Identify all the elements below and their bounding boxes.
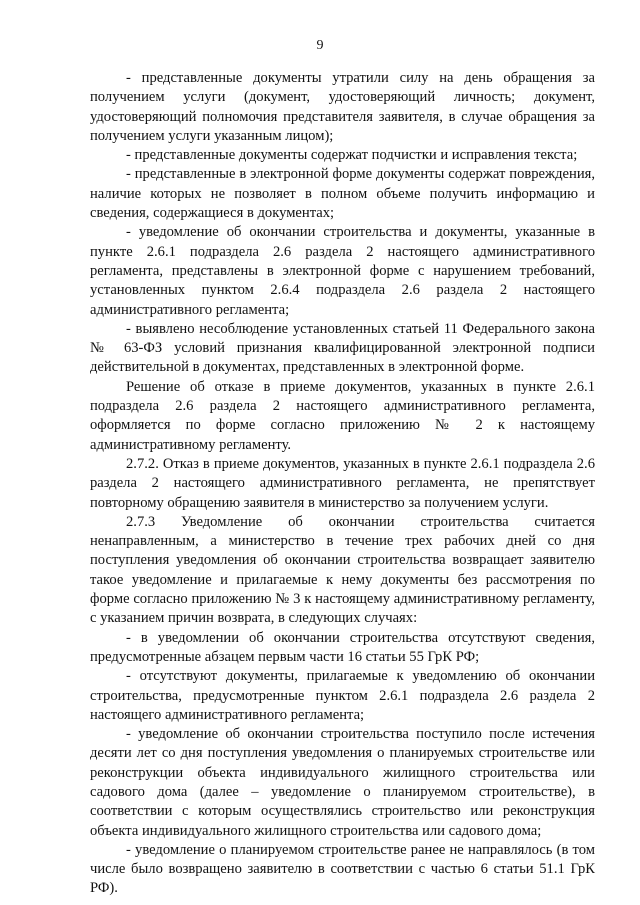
page-number: 9 (316, 38, 324, 53)
paragraph-corrections: - представленные документы содержат подчистки и исправления текста; (126, 147, 578, 164)
paragraph-2-7-2: 2.7.2. Отказ в приеме документов, указанных в пункте 2.6.1 подраздела 2.6 раздела 2 настоящего административного регламента, не препятствует повторному обращению заявителя в министерство за получением услуги. (90, 455, 595, 511)
paragraph-missing-documents: - отсутствуют документы, прилагаемые к уведомлению об окончании строительства, предусмотренные пунктом 2.6.1 подраздела 2.6 раздела 2 настоящего административного регламента; (90, 668, 595, 723)
paragraph-not-sent: - уведомление о планируемом строительстве ранее не направлялось (в том числе было возвращено заявителю в соответствии с частью 6 статьи 51.1 ГрК РФ). (90, 841, 595, 897)
paragraph-expired-documents: - представленные документы утратили силу на день обращения за получением услуги (документ, удостоверяющий личность; документ, удостоверяющий полномочия представителя заявителя, в случае обращения за получением услуги указанным лицом); (90, 70, 595, 144)
paragraph-ten-years: - уведомление об окончании строительства поступило после истечения десяти лет со дня поступления уведомления о планируемых строительстве или реконструкции объекта индивидуального жилищного строительства или садового дома (далее – уведомление о планируемом строительстве), в соответствии с которым осуществлялись строительство или реконструкция объекта индивидуального жилищного строительства или садового дома; (90, 726, 595, 839)
paragraph-missing-info: - в уведомлении об окончании строительства отсутствуют сведения, предусмотренные абзацем первым части 16 статьи 55 ГрК РФ; (90, 629, 595, 665)
document-body (90, 69, 595, 899)
paragraph-signature-invalid: - выявлено несоблюдение установленных статьей 11 Федерального закона № 63-ФЗ условий признания квалифицированной электронной подписи действительной в документах, представленных в электронной форме. (90, 320, 595, 376)
paragraph-2-7-3: 2.7.3 Уведомление об окончании строительства считается ненаправленным, а министерство в течение трех рабочих дней со дня поступления уведомления об окончании строительства возвращает заявителю такое уведомление и прилагаемые к нему документы без рассмотрения по форме согласно приложению № 3 к настоящему административному регламенту, с указанием причин возврата, в следующих случаях: (90, 513, 595, 627)
paragraph-format-violation: - уведомление об окончании строительства и документы, указанные в пункте 2.6.1 подраздела 2.6 раздела 2 настоящего административного регламента, представлены в электронной форме с нарушением требований, установленных пунктом 2.6.4 подраздела 2.6 раздела 2 настоящего административного регламента; (90, 224, 595, 318)
paragraph-damaged-electronic-documents: - представленные в электронной форме документы содержат повреждения, наличие которых не позволяет в полном объеме получить информацию и сведения, содержащиеся в документах; (90, 166, 595, 222)
paragraph-refusal-decision: Решение об отказе в приеме документов, указанных в пункте 2.6.1 подраздела 2.6 раздела 2 настоящего административного регламента, оформляется по форме согласно приложению № 2 к настоящему административному регламенту. (90, 378, 595, 453)
